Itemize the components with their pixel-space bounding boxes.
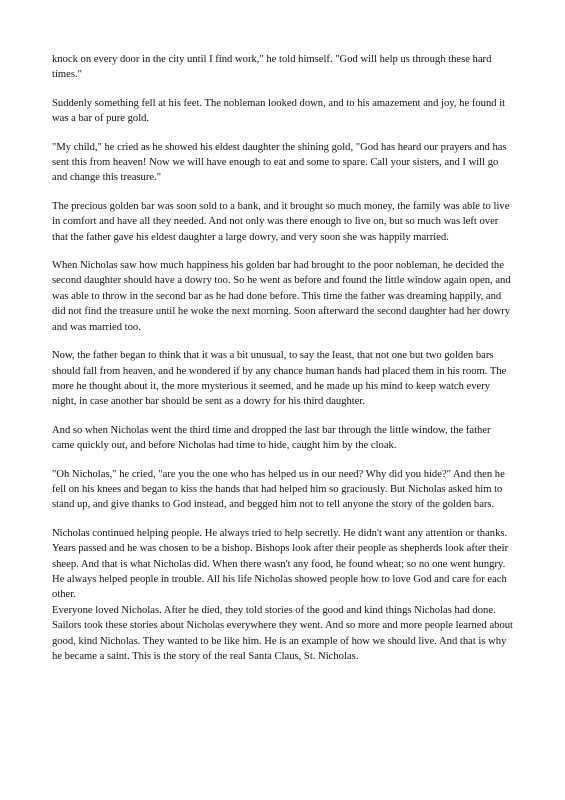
document-page bbox=[52, 52, 514, 677]
paragraph-2: Suddenly something fell at his feet. The nobleman looked down, and to his amazement and joy, he found it was a bar of pure gold. bbox=[52, 97, 506, 125]
paragraph-8: "Oh Nicholas," he cried, "are you the one who has helped us in our need? Why did you hide?" And then he fell on his knees and began to kiss the hands that had helped him so graciously. But Nicholas asked him to stand up, and give thanks to God instead, and begged him not to tell anyone the story of the golden bars. bbox=[52, 468, 505, 511]
paragraph-4: The precious golden bar was soon sold to a bank, and it brought so much money, the family was able to live in comfort and have all they needed. And not only was there enough to live on, but so much was left over that the father gave his eldest daughter a large dowry, and very soon she was happily married. bbox=[52, 200, 510, 243]
paragraph-9: Nicholas continued helping people. He always tried to help secretly. He didn't want any attention or thanks. Years passed and he was chosen to be a bishop. Bishops look after their people as shepherds look after their sheep. And that is what Nicholas did. When there wasn't any food, he found wheat; so no one went hungry. He always helped people in trouble. All his life Nicholas showed people how to love God and care for each other. bbox=[52, 527, 509, 601]
paragraph-10: Everyone loved Nicholas. After he died, they told stories of the good and kind things Nicholas had done. Sailors took these stories about Nicholas everywhere they went. And so more and more people learned about good, kind Nicholas. They wanted to be like him. He is an example of how we should live. And that is why he became a saint. This is the story of the real Santa Claus, St. Nicholas. bbox=[52, 604, 513, 662]
paragraph-1: knock on every door in the city until I find work," he told himself. "God will help us through these hard times." bbox=[52, 54, 492, 81]
paragraph-3: "My child," he cried as he showed his eldest daughter the shining gold, "God has heard our prayers and has sent this from heaven! Now we will have enough to eat and some to spare. Call your sisters, and I will go and change this treasure." bbox=[52, 141, 507, 184]
paragraph-7: And so when Nicholas went the third time and dropped the last bar through the little window, the father came quickly out, and before Nicholas had time to hide, caught him by the cloak. bbox=[52, 424, 491, 452]
paragraph-5: When Nicholas saw how much happiness his golden bar had brought to the poor nobleman, he decided the second daughter should have a dowry too. So he went as before and found the little window again open, and was able to throw in the second bar as he had done before. This time the father was dreaming happily, and did not find the treasure until he woke the next morning. Soon afterward the second daughter had her dowry and was married too. bbox=[52, 260, 511, 333]
paragraph-6: Now, the father began to think that it was a bit unusual, to say the least, that not one but two golden bars should fall from heaven, and he wondered if by any chance human hands had placed them in his room. The more he thought about it, the more mysterious it seemed, and he made up his mind to keep watch every night, in case another bar should be sent as a dowry for his third daughter. bbox=[52, 350, 507, 408]
